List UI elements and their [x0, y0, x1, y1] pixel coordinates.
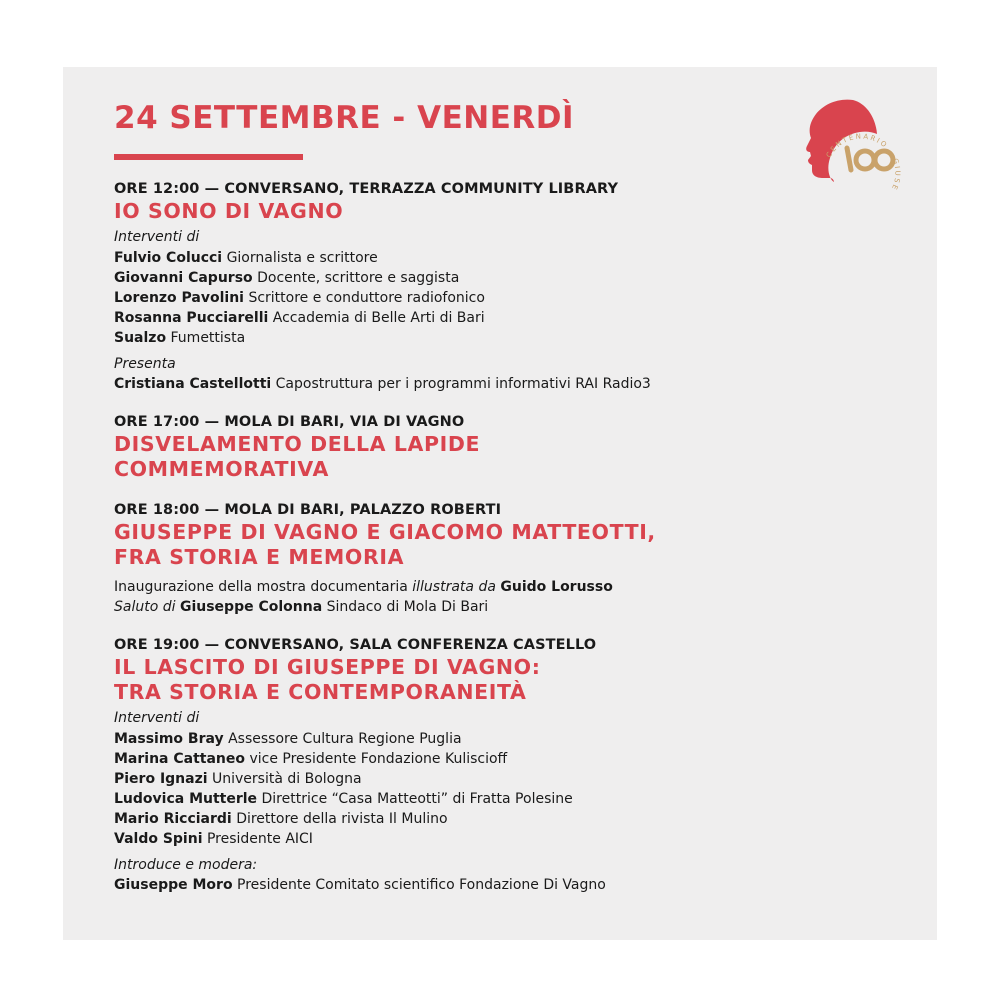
host-label: Presenta	[114, 356, 176, 373]
speaker-name: Massimo Bray	[114, 731, 224, 748]
event-title: TRA STORIA E CONTEMPORANEITÀ	[114, 680, 527, 705]
host-name: Cristiana Castellotti	[114, 376, 272, 393]
speaker-role: Fumettista	[170, 330, 246, 347]
event-time: ORE 12:00 — CONVERSANO, TERRAZZA COMMUNITY LIBRARY	[114, 181, 619, 198]
speaker-role: Giornalista e scrittore	[226, 250, 378, 267]
greeter-role: Sindaco di Mola Di Bari	[326, 599, 489, 616]
event-time: ORE 18:00 — MOLA DI BARI, PALAZZO ROBERTI	[114, 502, 502, 519]
speaker-name: Valdo Spini	[114, 831, 203, 848]
speaker-name: Sualzo	[114, 330, 167, 347]
event-title: IO SONO DI VAGNO	[114, 199, 344, 224]
speaker-item	[114, 288, 814, 308]
title-underline	[114, 154, 303, 160]
description-italic: illustrata da	[412, 579, 496, 596]
speaker-role: Presidente AICI	[206, 831, 313, 848]
host-role: Presidente Comitato scientifico Fondazione Di Vagno	[237, 877, 606, 894]
program-content	[114, 100, 814, 895]
event-3	[114, 501, 814, 617]
event-time: ORE 17:00 — MOLA DI BARI, VIA DI VAGNO	[114, 414, 465, 431]
speaker-role: Accademia di Belle Arti di Bari	[272, 310, 485, 327]
speaker-item	[114, 829, 814, 849]
speaker-role: Direttrice “Casa Matteotti” di Fratta Polesine	[261, 791, 573, 808]
speaker-name: Rosanna Pucciarelli	[114, 310, 269, 327]
speaker-item	[114, 729, 814, 749]
speaker-list	[114, 729, 814, 849]
speaker-name: Mario Ricciardi	[114, 811, 232, 828]
event-time: ORE 19:00 — CONVERSANO, SALA CONFERENZA CASTELLO	[114, 637, 597, 654]
host-item	[114, 374, 814, 394]
speaker-role: vice Presidente Fondazione Kuliscioff	[249, 751, 508, 768]
speaker-name: Fulvio Colucci	[114, 250, 223, 267]
description-line	[114, 577, 814, 597]
event-4	[114, 636, 814, 895]
host-item	[114, 875, 814, 895]
speaker-role: Assessore Cultura Regione Puglia	[228, 731, 462, 748]
event-title: GIUSEPPE DI VAGNO E GIACOMO MATTEOTTI,	[114, 520, 656, 545]
speaker-role: Università di Bologna	[212, 771, 362, 788]
speaker-name: Marina Cattaneo	[114, 751, 246, 768]
speaker-item	[114, 789, 814, 809]
speaker-list	[114, 248, 814, 348]
speaker-item	[114, 308, 814, 328]
speaker-role: Scrittore e conduttore radiofonico	[248, 290, 485, 307]
speaker-name: Piero Ignazi	[114, 771, 208, 788]
event-title: COMMEMORATIVA	[114, 457, 329, 482]
speaker-name: Ludovica Mutterle	[114, 791, 258, 808]
speaker-name: Giovanni Capurso	[114, 270, 253, 287]
host-role: Capostruttura per i programmi informativi RAI Radio3	[275, 376, 651, 393]
description-line	[114, 597, 814, 617]
speaker-item	[114, 248, 814, 268]
speaker-role: Direttore della rivista Il Mulino	[236, 811, 448, 828]
speaker-name: Lorenzo Pavolini	[114, 290, 244, 307]
speakers-label: Interventi di	[114, 229, 200, 246]
speaker-item	[114, 268, 814, 288]
speaker-item	[114, 809, 814, 829]
host-name: Giuseppe Moro	[114, 877, 233, 894]
svg-text:CENTENARIO · GIUSEPPE DI VAGNO: CENTENARIO · GIUSE	[824, 132, 902, 193]
event-title: FRA STORIA E MEMORIA	[114, 545, 405, 570]
event-title: IL LASCITO DI GIUSEPPE DI VAGNO:	[114, 655, 541, 680]
description-italic: Saluto di	[114, 599, 176, 616]
event-2	[114, 413, 814, 482]
speaker-item	[114, 328, 814, 348]
host-label: Introduce e modera:	[114, 857, 258, 874]
description-text: Inaugurazione della mostra documentaria	[114, 579, 413, 596]
page-title: 24 SETTEMBRE - VENERDÌ	[114, 100, 575, 136]
illustrator-name: Guido Lorusso	[500, 579, 613, 596]
event-description	[114, 577, 814, 617]
greeter-name: Giuseppe Colonna	[179, 599, 323, 616]
event-title: DISVELAMENTO DELLA LAPIDE	[114, 432, 481, 457]
event-1	[114, 180, 814, 394]
speakers-label: Interventi di	[114, 710, 200, 727]
speaker-item	[114, 769, 814, 789]
centenario-logo	[800, 96, 928, 214]
speaker-item	[114, 749, 814, 769]
speaker-role: Docente, scrittore e saggista	[257, 270, 460, 287]
